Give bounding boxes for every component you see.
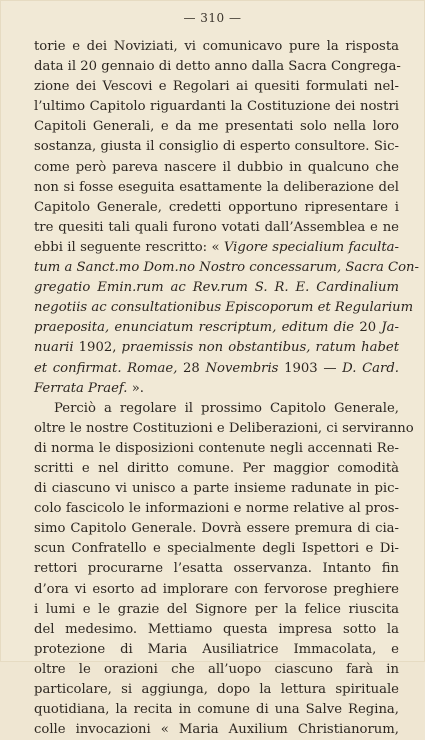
text-segment: data il 20 gennaio di detto anno dalla Sacra Congrega- xyxy=(34,59,401,75)
text-line xyxy=(34,258,419,278)
text-segment: protezione di Maria Ausiliatrice Immacolata, e xyxy=(34,641,399,657)
italic-text: nuarii xyxy=(34,340,79,356)
text-line xyxy=(34,660,399,680)
text-line xyxy=(34,559,399,579)
italic-text: D. Card. xyxy=(342,360,399,376)
italic-text: gregatio Emin.rum ac Rev.rum S. R. E. Cardinalium xyxy=(34,280,399,296)
text-segment: Capitolo Generale, credetti opportuno ripresentare i xyxy=(34,199,399,215)
text-line xyxy=(34,680,399,700)
text-segment: 20 xyxy=(359,320,382,336)
text-line xyxy=(34,298,414,318)
text-line xyxy=(34,37,399,57)
text-segment: oltre le orazioni che all’uopo ciascuno farà in xyxy=(34,661,399,677)
text-segment: scun Confratello e specialmente degli Ispettori e Di- xyxy=(34,541,399,557)
text-line xyxy=(34,117,399,137)
text-line xyxy=(34,379,399,399)
text-segment: scritti e nel diritto comune. Per maggior comodità xyxy=(34,460,399,476)
text-segment: di norma le disposizioni contenute negli accennati Re- xyxy=(34,440,399,456)
text-line xyxy=(34,439,399,459)
text-segment: tre quesiti tali quali furono votati dall’Assemblea e ne xyxy=(34,219,399,235)
text-line xyxy=(34,519,399,539)
text-segment: colle invocazioni « Maria Auxilium Christianorum, xyxy=(34,722,399,738)
text-line xyxy=(34,198,399,218)
text-segment: torie e dei Noviziati, vi comunicavo pure la risposta xyxy=(34,39,399,54)
text-line xyxy=(34,338,399,358)
italic-text: praeposita, enunciatum rescriptum, editum die xyxy=(34,320,360,336)
text-segment: del medesimo. Mettiamo questa impresa sotto la xyxy=(34,621,399,637)
text-line xyxy=(34,620,399,640)
text-line xyxy=(34,580,399,600)
text-segment: sostanza, giusta il consiglio di esperto consultore. Sic- xyxy=(34,139,399,155)
text-segment: 28 xyxy=(183,360,206,376)
text-segment: 1903 — xyxy=(284,360,343,376)
page-number: — 310 — xyxy=(183,11,242,25)
text-segment: i lumi e le grazie del Signore per la felice riuscita xyxy=(34,601,399,617)
italic-text: Ferrata Praef. xyxy=(34,380,128,396)
text-segment: rettori procurarne l’esatta osservanza. Intanto fin xyxy=(34,561,399,577)
text-segment: zione dei Vescovi e Regolari ai quesiti formulati nel- xyxy=(34,79,399,95)
italic-text: Ja- xyxy=(381,320,399,336)
text-segment: simo Capitolo Generale. Dovrà essere premura di cia- xyxy=(34,521,399,537)
text-line xyxy=(34,539,399,559)
text-segment: particolare, si aggiunga, dopo la lettura spirituale xyxy=(34,682,399,697)
text-segment: colo fascicolo le informazioni e norme relative al pros- xyxy=(34,501,399,517)
text-line xyxy=(34,77,399,97)
text-line xyxy=(34,318,399,338)
text-line xyxy=(34,499,399,519)
italic-text: et confirmat. Romae, xyxy=(34,360,184,376)
text-segment: Capitoli Generali, e da me presentati solo nella loro xyxy=(34,119,399,135)
italic-text: tum a Sanct.mo Dom.no Nostro concessarum, Sacra Con- xyxy=(34,260,419,276)
text-line xyxy=(34,419,414,439)
text-line xyxy=(34,479,399,499)
text-segment: come però pareva nascere il dubbio in qualcuno che xyxy=(34,159,399,175)
text-line xyxy=(34,720,399,740)
text-segment: Perciò a regolare il prossimo Capitolo Generale, xyxy=(54,400,399,416)
text-line xyxy=(34,218,399,238)
text-line xyxy=(34,640,399,660)
text-line xyxy=(34,137,399,157)
text-segment: di ciascuno vi unisco a parte insieme radunate in pic- xyxy=(34,481,399,497)
text-segment: 1902, xyxy=(78,340,122,356)
text-line xyxy=(34,459,399,479)
italic-text: negotiis ac consultationibus Episcoporum et Regularium xyxy=(34,300,414,316)
text-line xyxy=(34,700,399,720)
text-line xyxy=(34,158,399,178)
italic-text: praemissis non obstantibus, ratum habet xyxy=(121,340,399,356)
italic-text: Novembris xyxy=(205,360,285,376)
text-segment: non si fosse eseguita esattamente la deliberazione del xyxy=(34,179,399,195)
text-segment: l’ultimo Capitolo riguardanti la Costituzione dei nostri xyxy=(34,99,399,115)
text-segment: quotidiana, la recita in comune di una Salve Regina, xyxy=(34,702,399,718)
text-line xyxy=(34,399,399,419)
text-line xyxy=(34,178,399,198)
text-segment: ebbi il seguente rescritto: « xyxy=(34,239,224,255)
text-segment: d’ora vi esorto ad implorare con fervorose preghiere xyxy=(34,581,399,597)
text-line xyxy=(34,97,399,117)
page-body-text xyxy=(34,37,419,740)
text-line xyxy=(34,359,399,379)
text-line xyxy=(34,600,399,620)
italic-text: Vigore specialium faculta- xyxy=(223,239,399,255)
text-line xyxy=(34,278,399,298)
text-line xyxy=(34,238,399,258)
text-line xyxy=(34,57,399,77)
text-segment: ». xyxy=(127,380,144,396)
text-segment: oltre le nostre Costituzioni e Deliberazioni, ci serviranno xyxy=(34,420,414,436)
